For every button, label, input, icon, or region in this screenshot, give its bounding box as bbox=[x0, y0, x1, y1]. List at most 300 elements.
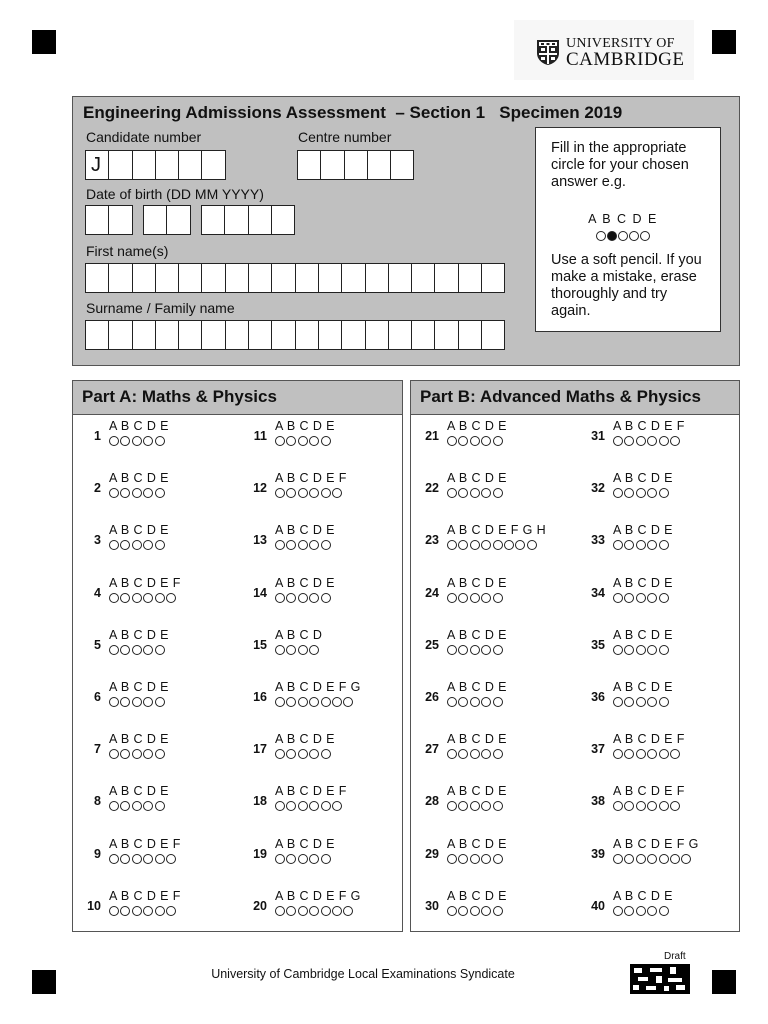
answer-circle-a[interactable] bbox=[613, 540, 623, 550]
first-name-box[interactable] bbox=[271, 263, 295, 293]
answer-circle-d[interactable] bbox=[143, 645, 153, 655]
answer-circle-e[interactable] bbox=[493, 488, 503, 498]
answer-circle-b[interactable] bbox=[624, 645, 634, 655]
answer-circle-a[interactable] bbox=[275, 436, 285, 446]
answer-circle-f[interactable] bbox=[166, 593, 176, 603]
candidate-number-box[interactable] bbox=[201, 150, 225, 180]
answer-circle-a[interactable] bbox=[613, 906, 623, 916]
surname-box[interactable] bbox=[155, 320, 179, 350]
logo-text-line1: UNIVERSITY OF bbox=[566, 36, 675, 51]
answer-circle-e[interactable] bbox=[493, 906, 503, 916]
answer-circle-c[interactable] bbox=[298, 436, 308, 446]
first-name-box[interactable] bbox=[178, 263, 202, 293]
answer-circle-b[interactable] bbox=[286, 540, 296, 550]
answer-circle-a[interactable] bbox=[109, 801, 119, 811]
first-name-box[interactable] bbox=[365, 263, 389, 293]
answer-circle-a[interactable] bbox=[109, 906, 119, 916]
answer-circle-c[interactable] bbox=[298, 749, 308, 759]
answer-circle-b[interactable] bbox=[286, 801, 296, 811]
answer-circle-c[interactable] bbox=[298, 697, 308, 707]
answer-circle-a[interactable] bbox=[109, 645, 119, 655]
answer-circle-a[interactable] bbox=[275, 540, 285, 550]
answer-circle-c[interactable] bbox=[470, 801, 480, 811]
first-name-box[interactable] bbox=[341, 263, 365, 293]
answer-circle-b[interactable] bbox=[120, 593, 130, 603]
answer-circle-e[interactable] bbox=[493, 697, 503, 707]
question-number: 32 bbox=[591, 481, 605, 496]
answer-circle-e[interactable] bbox=[155, 906, 165, 916]
first-name-box[interactable] bbox=[458, 263, 482, 293]
centre-number-box[interactable] bbox=[367, 150, 391, 180]
surname-box[interactable] bbox=[178, 320, 202, 350]
answer-circle-b[interactable] bbox=[286, 854, 296, 864]
answer-circle-b[interactable] bbox=[458, 906, 468, 916]
answer-circle-f[interactable] bbox=[670, 801, 680, 811]
answer-circle-c[interactable] bbox=[636, 436, 646, 446]
answer-circle-d[interactable] bbox=[647, 488, 657, 498]
answer-circle-e[interactable] bbox=[659, 906, 669, 916]
answer-circle-d[interactable] bbox=[481, 593, 491, 603]
answer-circle-a[interactable] bbox=[613, 854, 623, 864]
answer-letters: A B C D E bbox=[447, 732, 507, 747]
answer-circle-b[interactable] bbox=[624, 801, 634, 811]
answer-circle-e[interactable] bbox=[155, 749, 165, 759]
answer-circle-a[interactable] bbox=[275, 488, 285, 498]
answer-circle-d[interactable] bbox=[481, 540, 491, 550]
answer-circle-c[interactable] bbox=[132, 749, 142, 759]
centre-number-box[interactable] bbox=[320, 150, 344, 180]
answer-circle-d[interactable] bbox=[481, 488, 491, 498]
answer-circle-a[interactable] bbox=[613, 645, 623, 655]
answer-circle-b[interactable] bbox=[286, 645, 296, 655]
answer-circle-b[interactable] bbox=[120, 697, 130, 707]
answer-letters: A B C D E bbox=[275, 523, 335, 538]
dob-box[interactable] bbox=[108, 205, 132, 235]
answer-circle-d[interactable] bbox=[143, 854, 153, 864]
answer-circle-f[interactable] bbox=[166, 854, 176, 864]
question-number: 12 bbox=[253, 481, 267, 496]
answer-circle-a[interactable] bbox=[275, 906, 285, 916]
answer-circles bbox=[275, 749, 331, 759]
answer-circle-c[interactable] bbox=[470, 697, 480, 707]
answer-circle-b[interactable] bbox=[458, 854, 468, 864]
surname-box[interactable] bbox=[458, 320, 482, 350]
surname-box[interactable] bbox=[341, 320, 365, 350]
answer-circle-b[interactable] bbox=[624, 436, 634, 446]
answer-letters: A B C D E bbox=[109, 680, 169, 694]
answer-circle-d[interactable] bbox=[143, 488, 153, 498]
answer-circle-b[interactable] bbox=[120, 645, 130, 655]
answer-circle-e[interactable] bbox=[321, 854, 331, 864]
answer-circle-b[interactable] bbox=[120, 540, 130, 550]
answer-circle-e[interactable] bbox=[493, 593, 503, 603]
answer-circle-b[interactable] bbox=[624, 540, 634, 550]
answer-circle-c[interactable] bbox=[636, 854, 646, 864]
answer-circle-d[interactable] bbox=[143, 593, 153, 603]
answer-circle-c[interactable] bbox=[132, 645, 142, 655]
surname-box[interactable] bbox=[318, 320, 342, 350]
answer-circle-f[interactable] bbox=[332, 801, 342, 811]
answer-circle-b[interactable] bbox=[458, 540, 468, 550]
surname-box[interactable] bbox=[388, 320, 412, 350]
answer-circle-c[interactable] bbox=[636, 749, 646, 759]
answer-circle-a[interactable] bbox=[613, 488, 623, 498]
first-name-box[interactable] bbox=[388, 263, 412, 293]
candidate-number-box[interactable] bbox=[132, 150, 156, 180]
answer-circle-d[interactable] bbox=[309, 593, 319, 603]
answer-circle-b[interactable] bbox=[624, 697, 634, 707]
answer-circle-d[interactable] bbox=[481, 854, 491, 864]
answer-letters: A B C D E bbox=[613, 680, 673, 694]
surname-box[interactable] bbox=[201, 320, 225, 350]
answer-circle-a[interactable] bbox=[109, 749, 119, 759]
answer-circle-e[interactable] bbox=[659, 488, 669, 498]
answer-circle-b[interactable] bbox=[286, 906, 296, 916]
answer-circle-a[interactable] bbox=[447, 436, 457, 446]
answer-letters: A B C D E bbox=[109, 627, 169, 642]
answer-circle-d[interactable] bbox=[647, 749, 657, 759]
answer-circle-a[interactable] bbox=[613, 436, 623, 446]
answer-circle-c[interactable] bbox=[298, 906, 308, 916]
answer-circle-e[interactable] bbox=[321, 436, 331, 446]
answer-circle-a[interactable] bbox=[109, 854, 119, 864]
answer-circle-e[interactable] bbox=[493, 749, 503, 759]
answer-circle-f[interactable] bbox=[670, 749, 680, 759]
answer-circle-e[interactable] bbox=[493, 854, 503, 864]
answer-circle-a[interactable] bbox=[613, 801, 623, 811]
answer-circle-b[interactable] bbox=[120, 749, 130, 759]
first-name-box[interactable] bbox=[318, 263, 342, 293]
surname-box[interactable] bbox=[225, 320, 249, 350]
dob-box[interactable] bbox=[271, 205, 295, 235]
surname-box[interactable] bbox=[434, 320, 458, 350]
answer-circle-b[interactable] bbox=[120, 906, 130, 916]
answer-circle-b[interactable] bbox=[286, 488, 296, 498]
answer-circle-d[interactable] bbox=[309, 801, 319, 811]
centre-number-box[interactable] bbox=[344, 150, 368, 180]
answer-circle-f[interactable] bbox=[332, 697, 342, 707]
dob-box[interactable] bbox=[224, 205, 248, 235]
answer-circle-e[interactable] bbox=[155, 488, 165, 498]
answer-circle-b[interactable] bbox=[624, 749, 634, 759]
answer-circle-d[interactable] bbox=[309, 488, 319, 498]
answer-circle-d[interactable] bbox=[143, 906, 153, 916]
question-number: 23 bbox=[425, 533, 439, 548]
answer-circle-e[interactable] bbox=[659, 540, 669, 550]
surname-box[interactable] bbox=[481, 320, 505, 350]
answer-circle-c[interactable] bbox=[470, 906, 480, 916]
answer-letters: A B C D E F bbox=[275, 784, 347, 799]
answer-circle-c[interactable] bbox=[636, 593, 646, 603]
answer-circle-d[interactable] bbox=[309, 540, 319, 550]
answer-circle-a[interactable] bbox=[447, 854, 457, 864]
answer-circle-b[interactable] bbox=[120, 854, 130, 864]
answer-circle-e[interactable] bbox=[321, 593, 331, 603]
answer-circle-e[interactable] bbox=[659, 854, 669, 864]
answer-circle-d[interactable] bbox=[647, 593, 657, 603]
answer-circle-c[interactable] bbox=[132, 697, 142, 707]
answer-circle-d[interactable] bbox=[647, 801, 657, 811]
answer-circle-f[interactable] bbox=[332, 906, 342, 916]
centre-number-box[interactable] bbox=[297, 150, 321, 180]
answer-circle-b[interactable] bbox=[286, 749, 296, 759]
answer-circle-d[interactable] bbox=[143, 436, 153, 446]
answer-circle-c[interactable] bbox=[298, 540, 308, 550]
answer-circle-c[interactable] bbox=[636, 906, 646, 916]
answer-circle-e[interactable] bbox=[155, 697, 165, 707]
answer-circle-b[interactable] bbox=[286, 436, 296, 446]
surname-box[interactable] bbox=[365, 320, 389, 350]
answer-circle-b[interactable] bbox=[458, 593, 468, 603]
answer-letters: A B C D E bbox=[447, 419, 507, 433]
answer-circle-d[interactable] bbox=[309, 697, 319, 707]
answer-circle-e[interactable] bbox=[155, 436, 165, 446]
dob-box[interactable] bbox=[85, 205, 109, 235]
centre-number-box[interactable] bbox=[390, 150, 414, 180]
answer-circle-c[interactable] bbox=[132, 854, 142, 864]
surname-box[interactable] bbox=[295, 320, 319, 350]
answer-circle-a[interactable] bbox=[613, 593, 623, 603]
answer-circle-e[interactable] bbox=[493, 436, 503, 446]
answer-circle-d[interactable] bbox=[481, 436, 491, 446]
answer-circle-g[interactable] bbox=[343, 906, 353, 916]
question-number: 27 bbox=[425, 742, 439, 757]
answer-circle-e[interactable] bbox=[659, 436, 669, 446]
answer-circle-c[interactable] bbox=[132, 540, 142, 550]
answer-circle-c[interactable] bbox=[636, 645, 646, 655]
answer-circle-e[interactable] bbox=[321, 540, 331, 550]
answer-circle-c[interactable] bbox=[470, 540, 480, 550]
answer-circle-b[interactable] bbox=[120, 436, 130, 446]
answer-circles bbox=[447, 749, 503, 759]
answer-circles bbox=[613, 854, 691, 864]
answer-circle-c[interactable] bbox=[298, 488, 308, 498]
answer-circle-d[interactable] bbox=[309, 854, 319, 864]
answer-circle-b[interactable] bbox=[624, 593, 634, 603]
answer-circle-e[interactable] bbox=[155, 593, 165, 603]
dob-box[interactable] bbox=[166, 205, 190, 235]
answer-circle-a[interactable] bbox=[109, 540, 119, 550]
answer-circle-a[interactable] bbox=[275, 801, 285, 811]
first-name-box[interactable] bbox=[295, 263, 319, 293]
answer-circle-f[interactable] bbox=[670, 436, 680, 446]
answer-circle-b[interactable] bbox=[120, 801, 130, 811]
question-number: 6 bbox=[94, 690, 101, 704]
answer-circle-a[interactable] bbox=[613, 749, 623, 759]
answer-circle-a[interactable] bbox=[447, 749, 457, 759]
answer-circle-b[interactable] bbox=[458, 697, 468, 707]
answer-circle-d[interactable] bbox=[309, 645, 319, 655]
answer-circle-e[interactable] bbox=[321, 488, 331, 498]
surname-box[interactable] bbox=[85, 320, 109, 350]
answer-circle-c[interactable] bbox=[470, 749, 480, 759]
answer-circle-e[interactable] bbox=[659, 801, 669, 811]
answer-circle-c[interactable] bbox=[470, 436, 480, 446]
surname-box[interactable] bbox=[271, 320, 295, 350]
answer-letters: A B C D E bbox=[447, 575, 507, 590]
answer-circle-f[interactable] bbox=[166, 906, 176, 916]
answer-circle-e[interactable] bbox=[321, 749, 331, 759]
first-name-box[interactable] bbox=[201, 263, 225, 293]
answer-circle-c[interactable] bbox=[298, 854, 308, 864]
answer-circle-d[interactable] bbox=[647, 436, 657, 446]
answer-circle-a[interactable] bbox=[447, 593, 457, 603]
answer-circle-a[interactable] bbox=[109, 436, 119, 446]
answer-circle-d[interactable] bbox=[143, 749, 153, 759]
answer-circle-c[interactable] bbox=[132, 488, 142, 498]
answer-circle-d[interactable] bbox=[309, 749, 319, 759]
answer-circle-e[interactable] bbox=[493, 645, 503, 655]
candidate-number-box[interactable] bbox=[178, 150, 202, 180]
answer-circle-c[interactable] bbox=[470, 593, 480, 603]
answer-circle-c[interactable] bbox=[636, 488, 646, 498]
answer-circle-b[interactable] bbox=[458, 645, 468, 655]
answer-circle-b[interactable] bbox=[120, 488, 130, 498]
answer-circle-c[interactable] bbox=[298, 593, 308, 603]
answer-circle-c[interactable] bbox=[132, 801, 142, 811]
answer-circle-b[interactable] bbox=[286, 593, 296, 603]
answer-circle-d[interactable] bbox=[481, 697, 491, 707]
question-number: 9 bbox=[94, 846, 101, 861]
first-name-box[interactable] bbox=[411, 263, 435, 293]
answer-circle-d[interactable] bbox=[647, 906, 657, 916]
answer-circle-e[interactable] bbox=[659, 593, 669, 603]
answer-circle-e[interactable] bbox=[155, 854, 165, 864]
answer-circles bbox=[109, 801, 165, 811]
answer-circle-d[interactable] bbox=[647, 645, 657, 655]
answer-circle-c[interactable] bbox=[470, 488, 480, 498]
answer-circle-f[interactable] bbox=[332, 488, 342, 498]
first-name-box[interactable] bbox=[108, 263, 132, 293]
answer-circle-c[interactable] bbox=[298, 645, 308, 655]
answer-circle-a[interactable] bbox=[109, 593, 119, 603]
answer-circle-a[interactable] bbox=[447, 540, 457, 550]
dob-day-field bbox=[85, 205, 132, 235]
answer-circle-d[interactable] bbox=[143, 540, 153, 550]
answer-circle-d[interactable] bbox=[309, 436, 319, 446]
answer-circle-b[interactable] bbox=[624, 906, 634, 916]
answer-circle-a[interactable] bbox=[613, 697, 623, 707]
answer-circle-b[interactable] bbox=[624, 488, 634, 498]
answer-circle-e[interactable] bbox=[659, 697, 669, 707]
answer-circle-a[interactable] bbox=[275, 697, 285, 707]
answer-circle-c[interactable] bbox=[470, 645, 480, 655]
answer-circle-c[interactable] bbox=[636, 801, 646, 811]
answer-circle-f[interactable] bbox=[670, 854, 680, 864]
question-number: 20 bbox=[253, 898, 267, 913]
answer-letters: A B C D E bbox=[447, 471, 507, 486]
answer-circle-b[interactable] bbox=[458, 436, 468, 446]
answer-circle-d[interactable] bbox=[481, 645, 491, 655]
candidate-number-box[interactable] bbox=[108, 150, 132, 180]
answer-circle-e[interactable] bbox=[493, 801, 503, 811]
question-number: 39 bbox=[591, 846, 605, 861]
answer-circle-g[interactable] bbox=[343, 697, 353, 707]
answer-circle-a[interactable] bbox=[275, 645, 285, 655]
answer-circle-d[interactable] bbox=[481, 801, 491, 811]
candidate-number-box[interactable] bbox=[155, 150, 179, 180]
answer-circle-d[interactable] bbox=[143, 801, 153, 811]
answer-circles bbox=[447, 645, 503, 655]
answer-circle-e[interactable] bbox=[493, 540, 503, 550]
answer-circle-a[interactable] bbox=[109, 697, 119, 707]
answer-circle-e[interactable] bbox=[659, 749, 669, 759]
first-name-box[interactable] bbox=[132, 263, 156, 293]
answer-circle-a[interactable] bbox=[447, 697, 457, 707]
answer-circle-c[interactable] bbox=[636, 540, 646, 550]
question-number: 18 bbox=[253, 794, 267, 809]
surname-box[interactable] bbox=[132, 320, 156, 350]
answer-circle-a[interactable] bbox=[447, 906, 457, 916]
answer-circle-a[interactable] bbox=[275, 593, 285, 603]
part-b-panel bbox=[410, 380, 740, 932]
answer-circle-b[interactable] bbox=[458, 749, 468, 759]
first-name-box[interactable] bbox=[481, 263, 505, 293]
answer-circle-e[interactable] bbox=[155, 801, 165, 811]
answer-circle-a[interactable] bbox=[275, 854, 285, 864]
answer-circle-c[interactable] bbox=[470, 854, 480, 864]
answer-circle-a[interactable] bbox=[447, 801, 457, 811]
answer-circle-c[interactable] bbox=[132, 593, 142, 603]
answer-circle-d[interactable] bbox=[647, 854, 657, 864]
first-name-box[interactable] bbox=[85, 263, 109, 293]
answer-circle-a[interactable] bbox=[109, 488, 119, 498]
first-name-box[interactable] bbox=[225, 263, 249, 293]
answer-circle-e[interactable] bbox=[155, 645, 165, 655]
answer-circle-b[interactable] bbox=[624, 854, 634, 864]
answer-circles bbox=[447, 540, 537, 550]
question-number: 25 bbox=[425, 637, 439, 652]
answer-circle-b[interactable] bbox=[458, 801, 468, 811]
answer-circle-b[interactable] bbox=[286, 697, 296, 707]
answer-circle-a[interactable] bbox=[447, 488, 457, 498]
answer-circle-c[interactable] bbox=[132, 436, 142, 446]
answer-circle-d[interactable] bbox=[309, 906, 319, 916]
answer-circle-e[interactable] bbox=[321, 906, 331, 916]
answer-circle-h[interactable] bbox=[527, 540, 537, 550]
surname-box[interactable] bbox=[411, 320, 435, 350]
answer-circle-g[interactable] bbox=[515, 540, 525, 550]
centre-number-field bbox=[297, 150, 413, 180]
dob-box[interactable] bbox=[143, 205, 167, 235]
answer-circle-e[interactable] bbox=[155, 540, 165, 550]
answer-circle-d[interactable] bbox=[647, 697, 657, 707]
answer-circle-a[interactable] bbox=[447, 645, 457, 655]
surname-box[interactable] bbox=[108, 320, 132, 350]
answer-circle-b[interactable] bbox=[458, 488, 468, 498]
answer-circle-c[interactable] bbox=[636, 697, 646, 707]
surname-box[interactable] bbox=[248, 320, 272, 350]
answer-circle-d[interactable] bbox=[481, 906, 491, 916]
answer-circle-f[interactable] bbox=[504, 540, 514, 550]
answer-circle-d[interactable] bbox=[647, 540, 657, 550]
first-name-box[interactable] bbox=[434, 263, 458, 293]
answer-circle-c[interactable] bbox=[132, 906, 142, 916]
answer-circle-g[interactable] bbox=[681, 854, 691, 864]
answer-circle-d[interactable] bbox=[481, 749, 491, 759]
answer-circle-c[interactable] bbox=[298, 801, 308, 811]
answer-circle-e[interactable] bbox=[659, 645, 669, 655]
first-name-box[interactable] bbox=[248, 263, 272, 293]
answer-circle-d[interactable] bbox=[143, 697, 153, 707]
dob-box[interactable] bbox=[201, 205, 225, 235]
answer-letters: A B C D E F bbox=[613, 419, 685, 433]
dob-box[interactable] bbox=[248, 205, 272, 235]
answer-circle-e[interactable] bbox=[321, 697, 331, 707]
answer-circle-e[interactable] bbox=[321, 801, 331, 811]
first-name-box[interactable] bbox=[155, 263, 179, 293]
answer-circle-a[interactable] bbox=[275, 749, 285, 759]
